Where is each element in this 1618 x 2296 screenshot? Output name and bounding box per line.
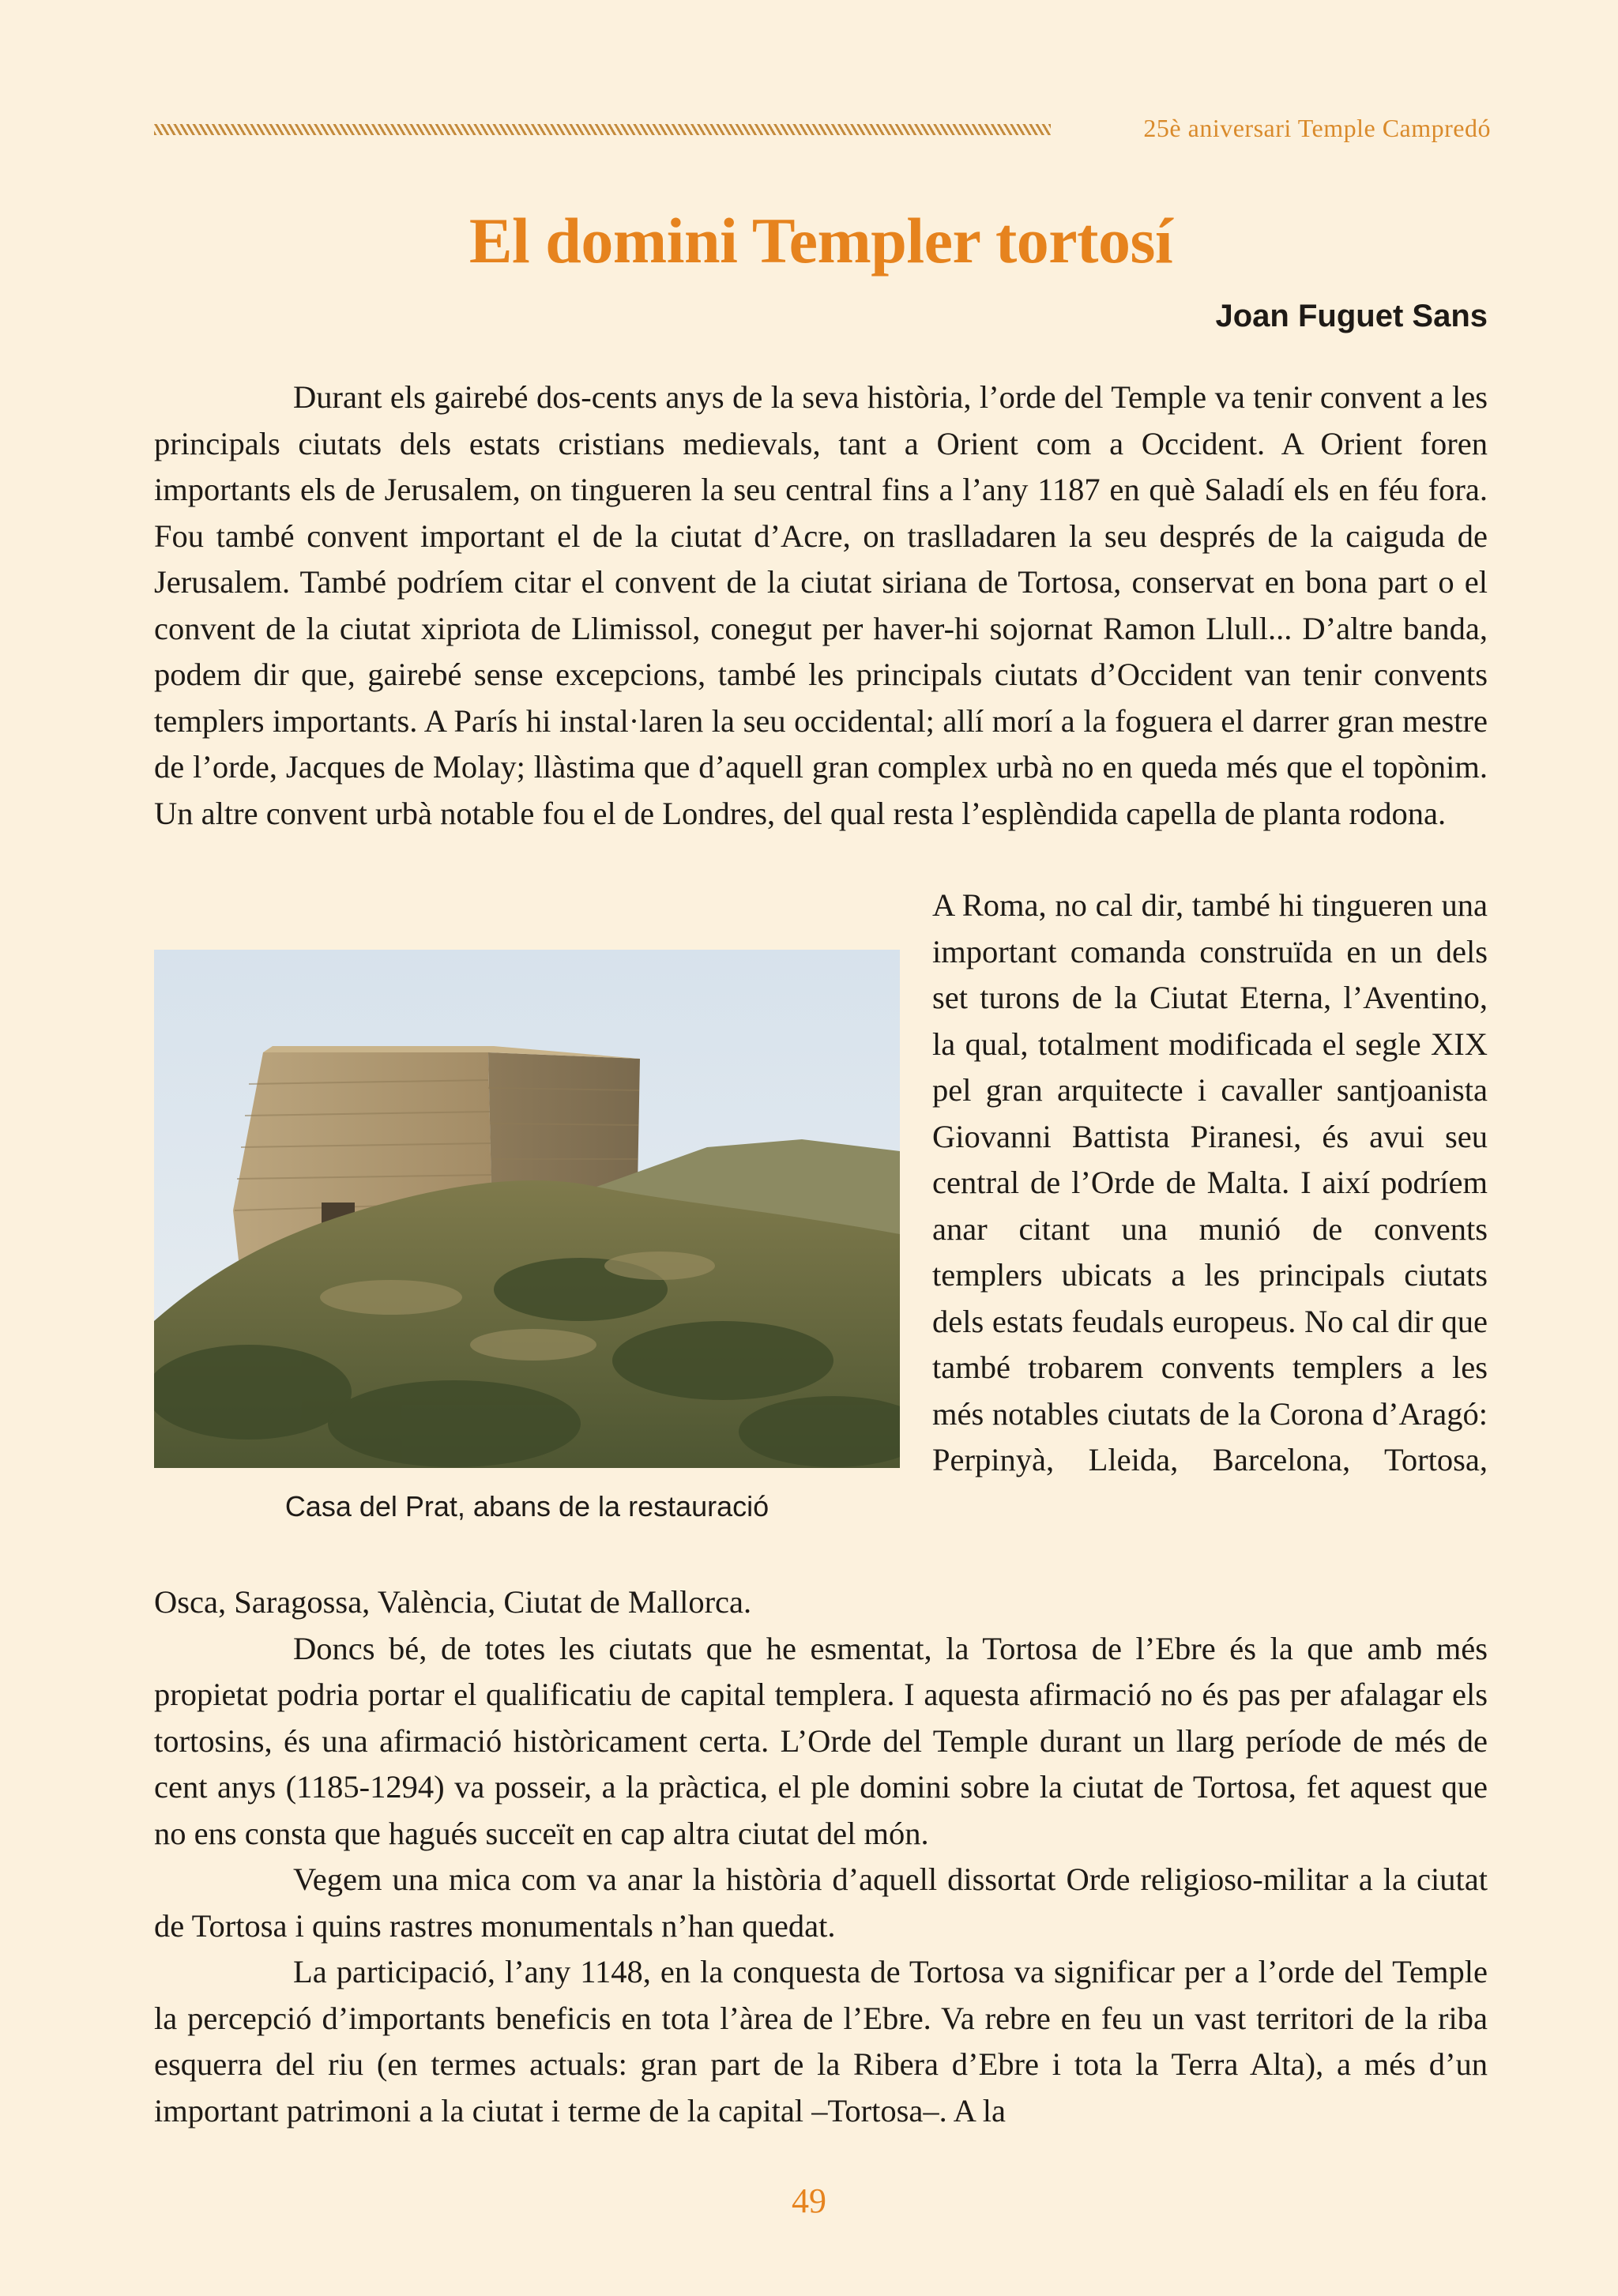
header-decorative-rule	[154, 124, 1051, 135]
article-intro-block	[154, 375, 1488, 837]
article-main-block	[154, 1579, 1488, 2134]
paragraph-side-column: A Roma, no cal dir, també hi tingueren una important comanda construïda en un dels set turons de la Ciutat Eterna, l’Aventino, la qual, totalment modificada el segle XIX pel gran arquitecte i cavaller santjoanista Giovanni Battista Piranesi, és avui seu central de l’Orde de Malta. I així podríem anar citant una munió de convents templers ubicats a les principals ciutats dels estats feudals europeus. No cal dir que també trobarem convents templers a les més notables ciutats de la Corona d’Aragó: Perpinyà, Lleida, Barcelona, Tortosa,	[932, 887, 1488, 1477]
figure-caption: Casa del Prat, abans de la restauració	[284, 1490, 769, 1523]
paragraph-2: Doncs bé, de totes les ciutats que he esmentat, la Tortosa de l’Ebre és la que amb més propietat podria portar el qualificatiu de capital templera. I aquesta afirmació no és pas per afalagar els tortosins, és una afirmació històricament certa. L’Orde del Temple durant un llarg període de més de cent anys (1185-1294) va posseir, a la pràctica, el ple domini sobre la ciutat de Tortosa, fet aquest que no ens consta que hagués succeït en cap altra ciutat del món.	[154, 1630, 1488, 1851]
page-number: 49	[792, 2181, 826, 2220]
paragraph-continuation: Osca, Saragossa, València, Ciutat de Mallorca.	[154, 1584, 752, 1620]
paragraph-4: La participació, l’any 1148, en la conquesta de Tortosa va significar per a l’orde del Temple la percepció d’importants beneficis en tota l’àrea de l’Ebre. Va rebre en feu un vast territori de la riba esquerra del riu (en termes actuals: gran part de la Ribera d’Ebre i tota la Terra Alta), a més d’un important patrimoni a la ciutat i terme de la capital –Tortosa–. A la	[154, 1954, 1488, 2129]
paragraph-intro: Durant els gairebé dos-cents anys de la seva història, l’orde del Temple va tenir convent a les principals ciutats dels estats cristians medievals, tant a Orient com a Occident. A Orient foren importants els de Jerusalem, on tingueren la seu central fins a l’any 1187 en què Saladí els en féu fora. Fou també convent important el de la ciutat d’Acre, on traslladaren la seu després de la caiguda de Jerusalem. També podríem citar el convent de la ciutat siriana de Tortosa, conservat en bona part o el convent de la ciutat xipriota de Llimissol, conegut per haver-hi sojornat Ramon Llull... D’altre banda, podem dir que, gairebé sense excepcions, també les principals ciutats d’Occident van tenir convents templers importants. A París hi instal·laren la seu occidental; allí morí a la foguera el darrer gran mestre de l’orde, Jacques de Molay; llàstima que d’aquell gran complex urbà no en queda més que el topònim. Un altre convent urbà notable fou el de Londres, del qual resta l’esplèndida capella de planta rodona.	[154, 379, 1488, 831]
article-title: El domini Templer tortosí	[468, 205, 1173, 277]
paragraph-3: Vegem una mica com va anar la història d’aquell dissortat Orde religioso-militar a la ciutat de Tortosa i quins rastres monumentals n’han quedat.	[154, 1861, 1488, 1944]
running-header-title: 25è aniversari Temple Campredó	[1143, 114, 1491, 142]
figure-photo-casa-del-prat	[154, 950, 900, 1468]
article-author: Joan Fuguet Sans	[1215, 299, 1488, 333]
